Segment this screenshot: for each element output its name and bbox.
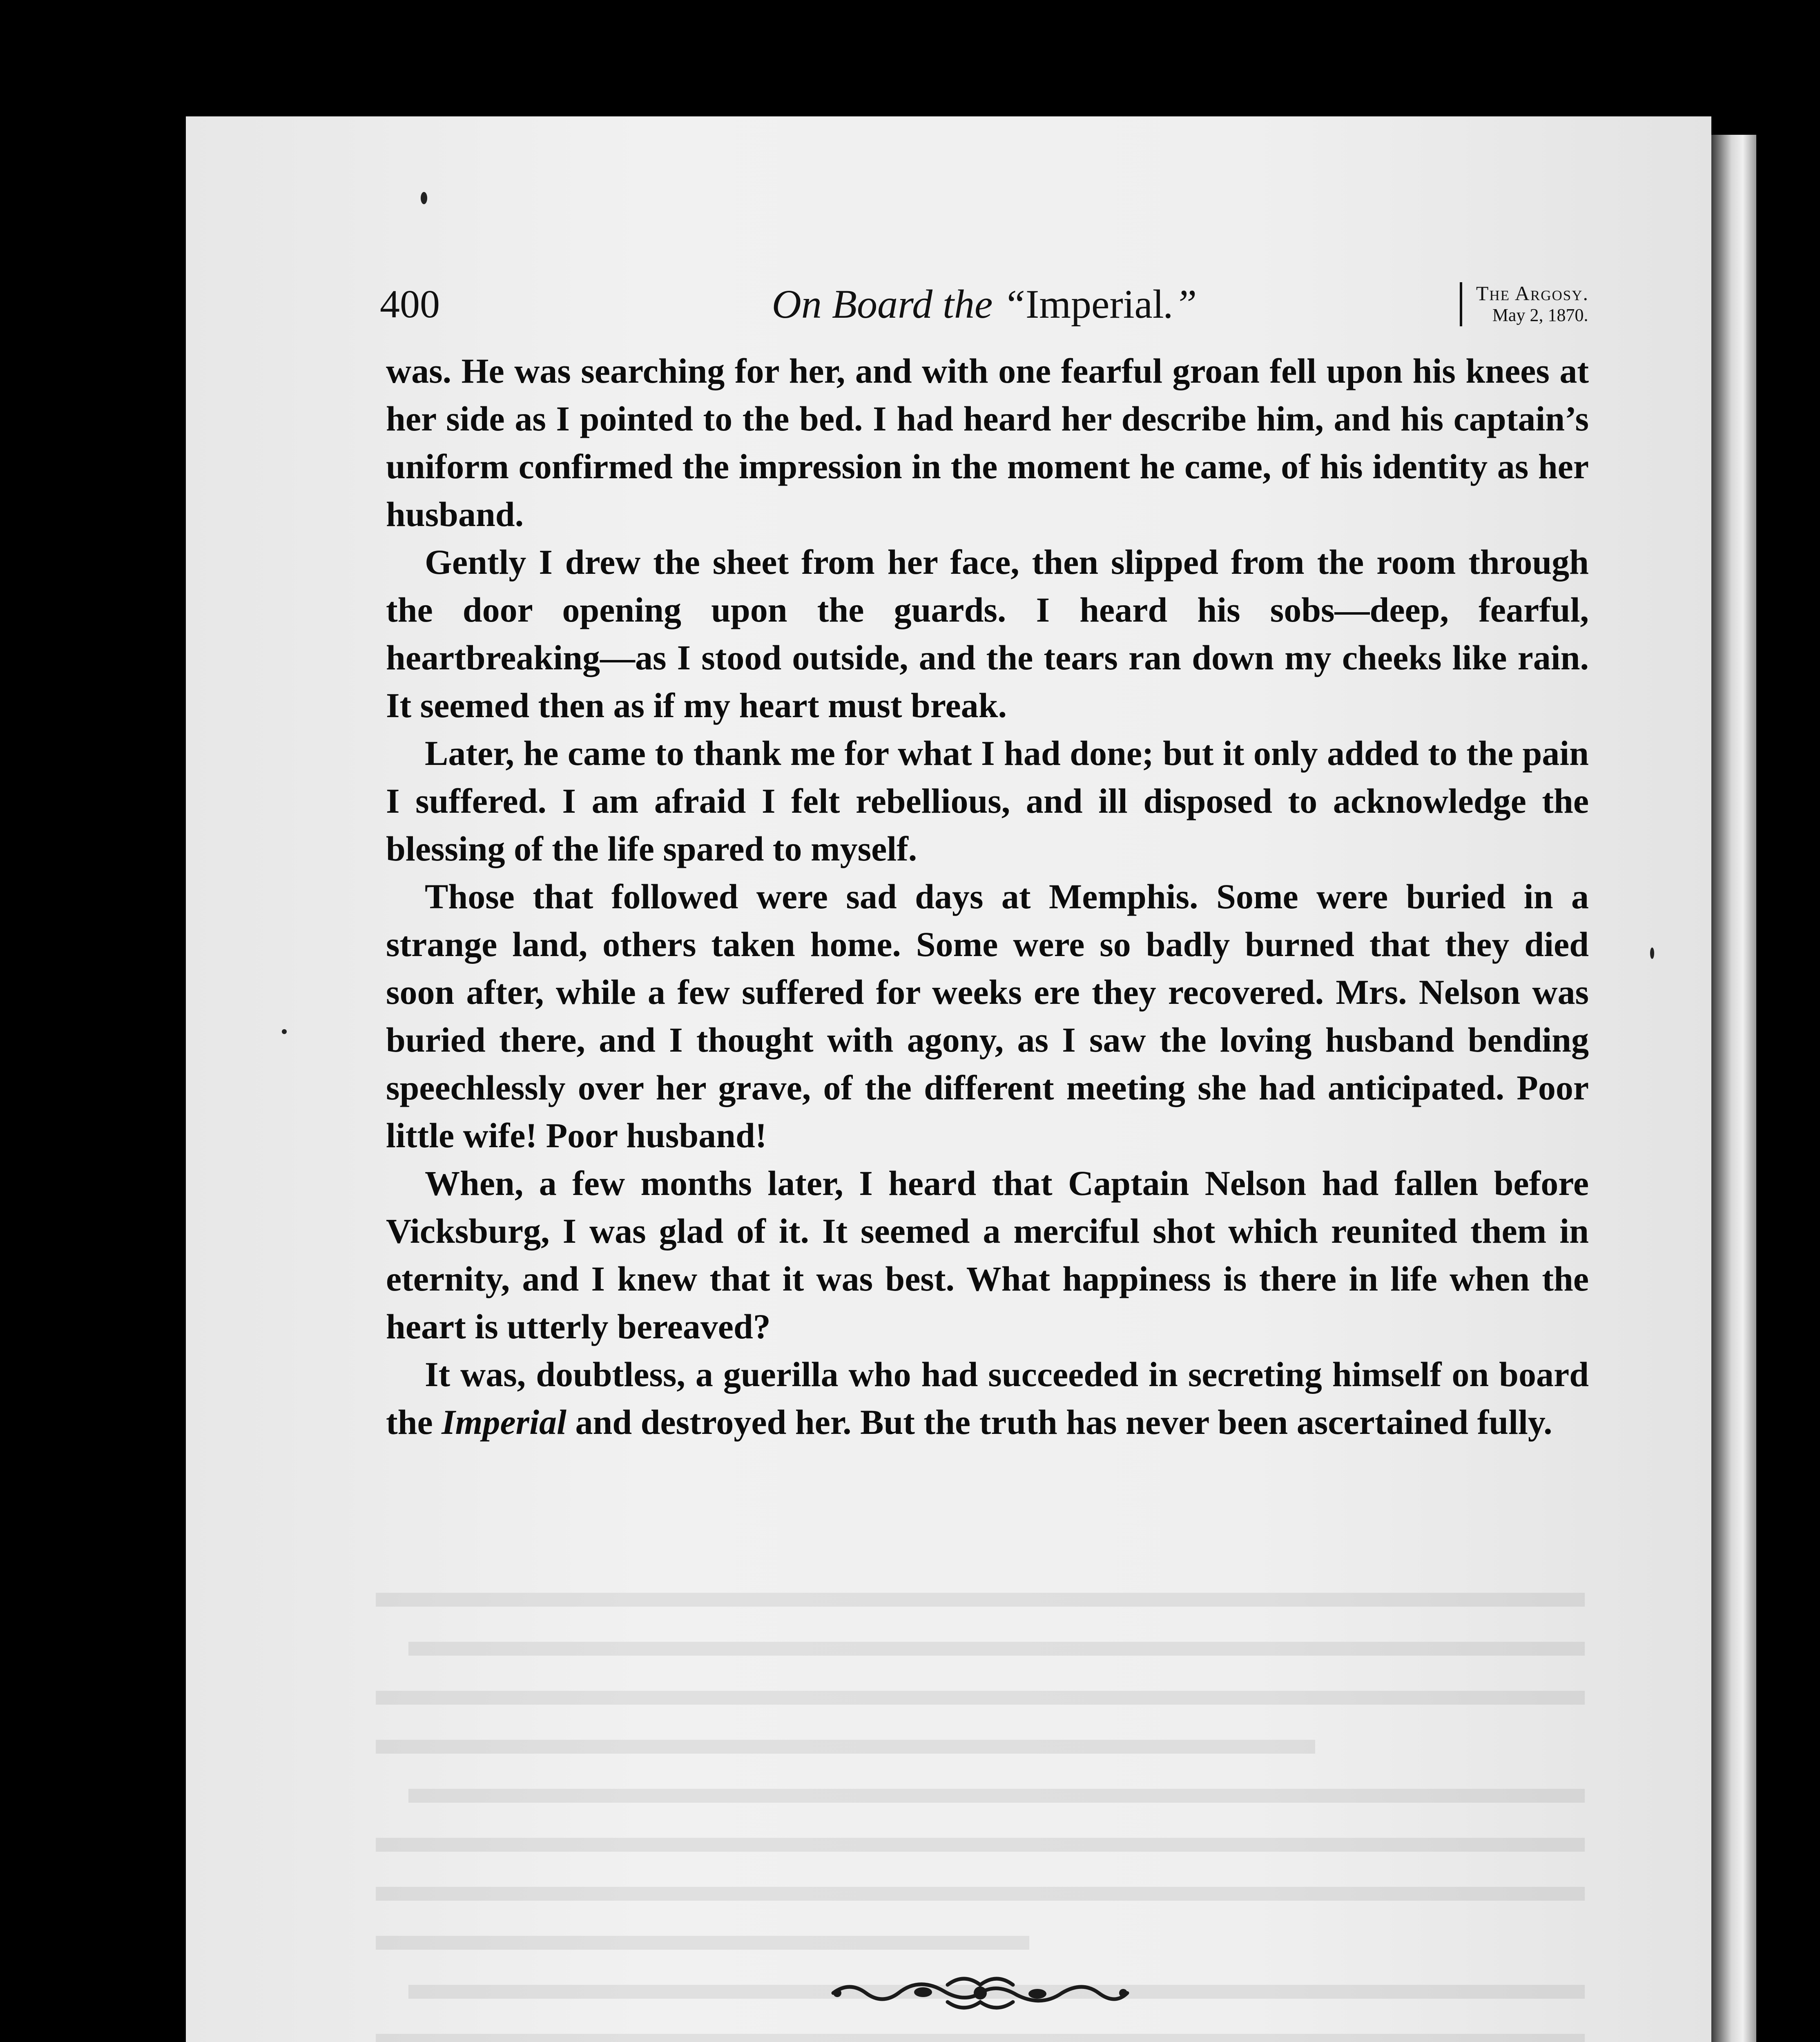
paragraph-4: Those that followed were sad days at Memphis. Some were buried in a strange land, others taken home. Some were so badly burned that they died soon after, while a few suffered for weeks ere they recovered. Mrs. Nelson was buried there, and I thought with agony, as I saw the loving husband bending speechlessly over her grave, of the different meeting she had anticipated. Poor little wife! Poor husband!	[386, 877, 1589, 1155]
tailpiece-ornament-icon	[825, 1968, 1135, 2017]
running-title	[380, 280, 1589, 329]
paragraph-3: Later, he came to thank me for what I had done; but it only added to the pain I suffered. I am afraid I felt rebellious, and ill disposed to acknowledge the blessing of the life spared to myself.	[386, 733, 1589, 868]
paragraph-5: When, a few months later, I heard that Captain Nelson had fallen before Vicksburg, I was glad of it. It seemed a merciful shot which reunited them in eternity, and I knew that it was best. What happiness is there in life when the heart is utterly bereaved?	[386, 1164, 1589, 1346]
paragraph-2: Gently I drew the sheet from her face, then slipped from the room through the door opening upon the guards. I heard his sobs—deep, fearful, heartbreaking—as I stood outside, and the tears ran down my cheeks like rain. It seemed then as if my heart must break.	[386, 542, 1589, 725]
page-edge	[1711, 135, 1756, 2042]
journal-reference	[1460, 282, 1589, 326]
running-title-suffix: .”	[1164, 281, 1197, 327]
article-body	[386, 347, 1589, 1446]
journal-name: The Argosy.	[1476, 282, 1589, 305]
running-title-work: Imperial	[1025, 281, 1164, 327]
paragraph-6-end: and destroyed her. But the truth has never been ascertained fully.	[566, 1402, 1552, 1442]
paragraph-6-start: It was, doubtless, a guerilla who had succeeded in secreting himself on board the	[386, 1355, 1589, 1442]
dust-speck	[282, 1029, 287, 1034]
paragraph-6	[386, 1351, 1589, 1446]
paragraph-1: was. He was searching for her, and with one fearful groan fell upon his knees at her side as I pointed to the bed. I had heard her describe him, and his captain’s uniform confirmed the impression in the moment he came, of his identity as her husband.	[386, 351, 1589, 534]
page-header	[380, 280, 1589, 337]
ship-name: Imperial	[442, 1402, 567, 1442]
dust-speck	[1650, 947, 1654, 959]
issue-date: May 2, 1870.	[1492, 305, 1588, 325]
running-title-prefix: On Board the “	[772, 281, 1026, 327]
dust-speck	[421, 192, 427, 204]
page-number: 400	[380, 282, 440, 326]
